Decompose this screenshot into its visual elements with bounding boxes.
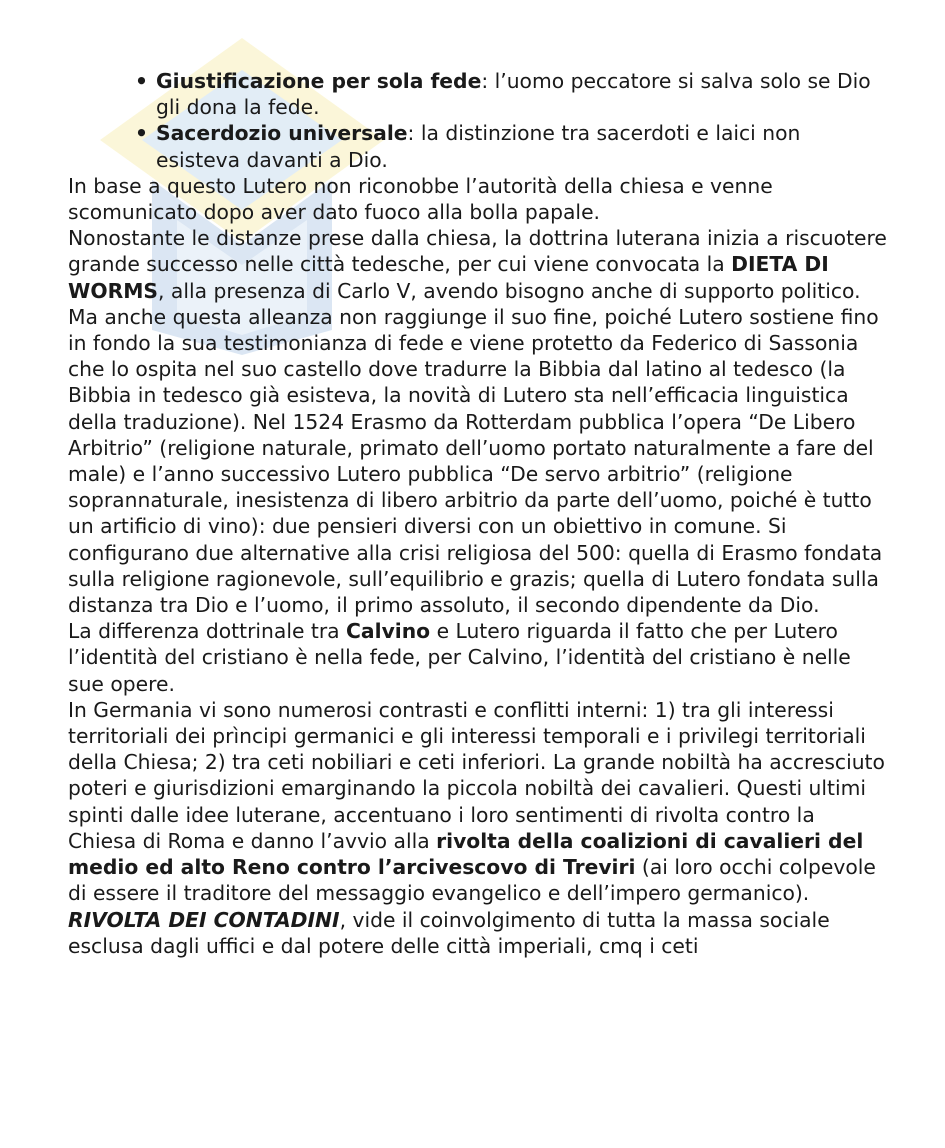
- paragraph-rivolta-contadini: [68, 907, 888, 959]
- bullet-item: [68, 68, 888, 120]
- paragraph-erasmo-lutero: Ma anche questa alleanza non raggiunge il suo fine, poiché Lutero sostiene fino in fondo la sua testimonianza di fede e viene protetto da Federico di Sassonia che lo ospita nel suo castello dove tradurre la Bibbia dal latino al tedesco (la Bibbia in tedesco già esisteva, la novità di Lutero sta nell’efficacia linguistica della traduzione). Nel 1524 Erasmo da Rotterdam pubblica l’opera “De Libero Arbitrio” (religione naturale, primato dell’uomo portato naturalmente a fare del male) e l’anno successivo Lutero pubblica “De servo arbitrio” (religione soprannaturale, inesistenza di libero arbitrio da parte dell’uomo, poiché è tutto un artificio di vino): due pensieri diversi con un obiettivo in comune. Si configurano due alternative alla crisi religiosa del 500: quella di Erasmo fondata sulla religione ragionevole, sull’equilibrio e grazis; quella di Lutero fondata sulla distanza tra Dio e l’uomo, il primo assoluto, il secondo dipendente da Dio.: [68, 304, 883, 618]
- paragraph-calvino: [68, 618, 888, 697]
- bold-term: Calvino: [346, 619, 431, 644]
- text-run: , alla presenza di Carlo V, avendo bisogno anche di supporto politico.: [158, 278, 861, 303]
- text-run: e Lutero riguarda il fatto che per Lutero l’identità del cristiano è nella fede, per Calvino, l’identità del cristiano è nelle sue opere.: [68, 619, 851, 696]
- bold-italic-term: RIVOLTA DEI CONTADINI: [68, 907, 340, 932]
- bullet-term: Sacerdozio universale: [156, 121, 408, 146]
- bullet-text: : l’uomo peccatore si salva solo se Dio gli dona la fede.: [156, 69, 871, 120]
- paragraph-scomunica: In base a questo Lutero non riconobbe l’autorità della chiesa e venne scomunicato dopo aver dato fuoco alla bolla papale.: [68, 173, 773, 225]
- text-run: Nonostante le distanze prese dalla chiesa, la dottrina luterana inizia a riscuotere grande successo nelle città tedesche, per cui viene convocata la: [68, 226, 887, 277]
- bullet-item: [68, 120, 888, 172]
- text-run: (ai loro occhi colpevole di essere il traditore del messaggio evangelico e dell’impero germanico).: [68, 855, 876, 906]
- bullet-term: Giustificazione per sola fede: [156, 69, 482, 93]
- bullet-dot: •: [135, 121, 148, 146]
- text-run: In Germania vi sono numerosi contrasti e conflitti interni: 1) tra gli interessi territoriali dei prìncipi germanici e gli interessi temporali e i privilegi territoriali della Chiesa; 2) tra ceti nobiliari e ceti inferiori. La grande nobiltà ha accresciuto poteri e giurisdizioni emarginando la piccola nobiltà dei cavalieri. Questi ultimi spinti dalle idee luterane, accentuano i loro sentimenti di rivolta contro la Chiesa di Roma e danno l’avvio alla: [68, 697, 885, 853]
- paragraph-germania: [68, 697, 888, 907]
- document-body: [68, 68, 888, 959]
- bullet-list: [68, 68, 888, 173]
- bold-term: DIETA DI WORMS: [68, 252, 829, 303]
- bullet-text: : la distinzione tra sacerdoti e laici non esisteva davanti a Dio.: [156, 121, 801, 172]
- bullet-dot: •: [135, 69, 148, 93]
- text-run: , vide il coinvolgimento di tutta la massa sociale esclusa dagli uffici e dal potere delle città imperiali, cmq i ceti: [68, 907, 830, 958]
- text-run: La differenza dottrinale tra: [68, 619, 347, 644]
- bold-term: rivolta della coalizioni di cavalieri del medio ed alto Reno contro l’arcivescovo di Treviri: [68, 828, 864, 880]
- paragraph-dieta-worms: [68, 225, 888, 304]
